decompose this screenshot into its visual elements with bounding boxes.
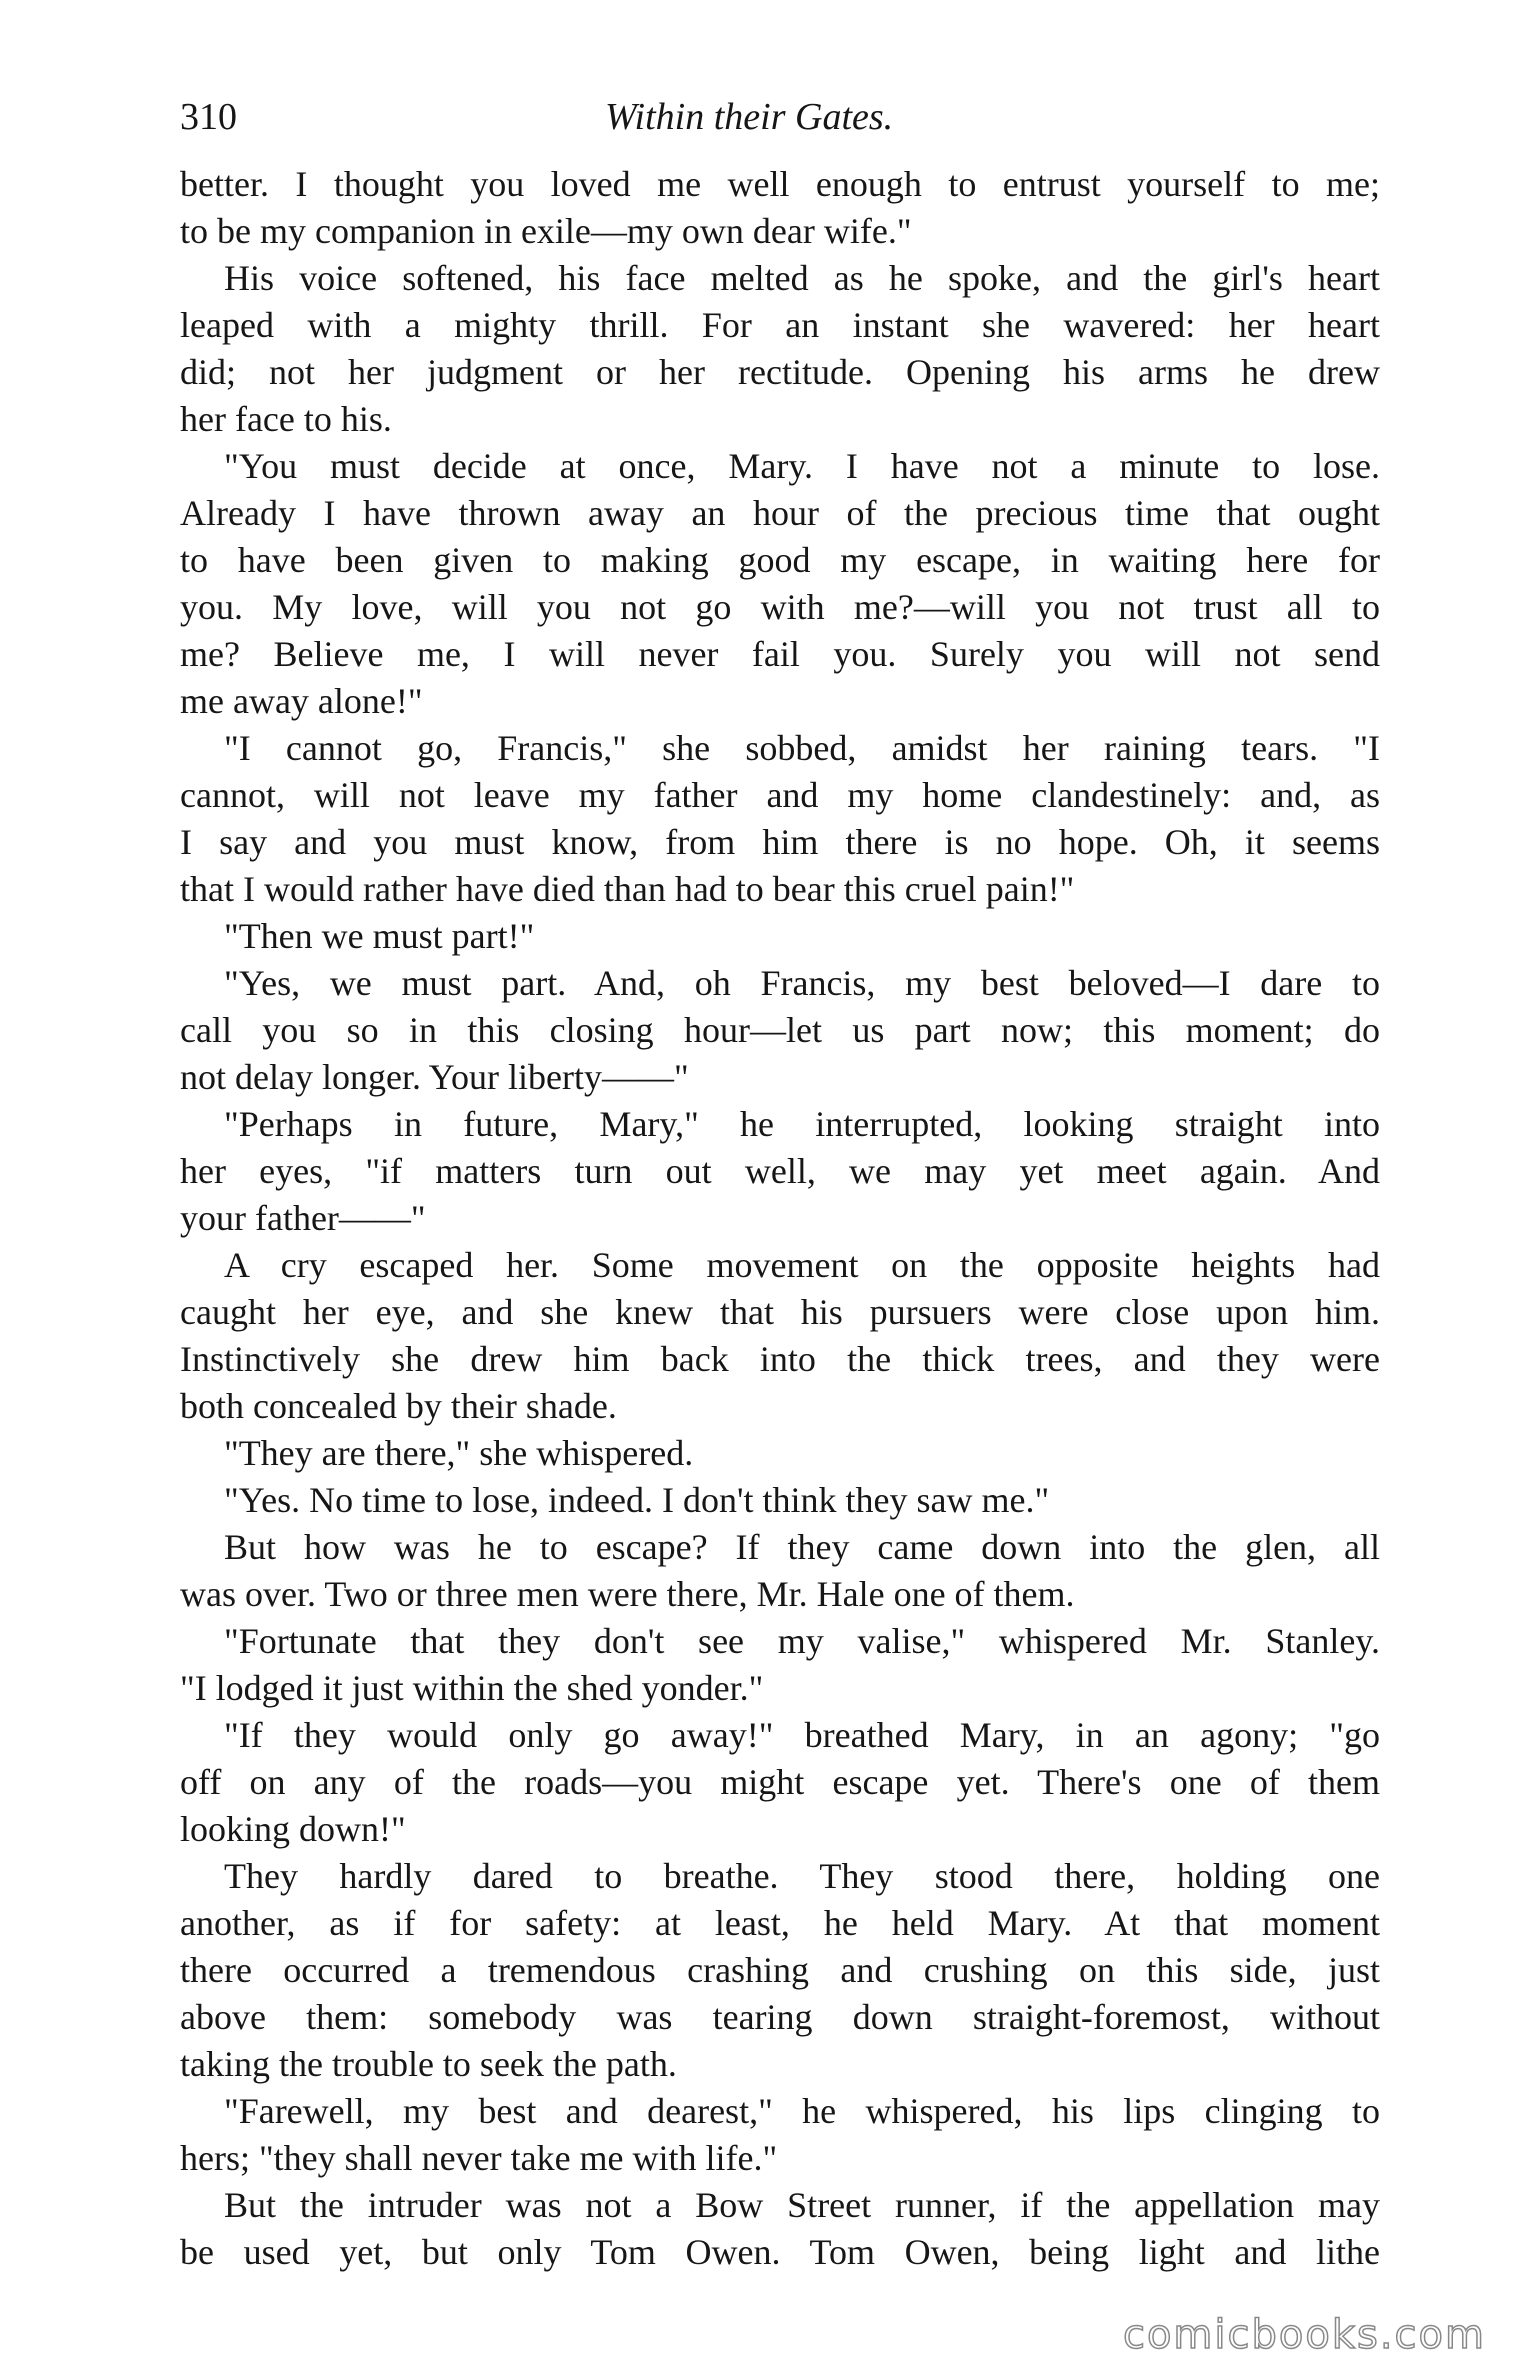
text-line: me away alone!" [180, 681, 423, 721]
text-line: you. My love, will you not go with me?—will you not trust all to [180, 587, 1380, 627]
text-line: "If they would only go away!" breathed Mary, in an agony; "go [224, 1715, 1380, 1755]
text-line: "They are there," she whispered. [224, 1433, 694, 1473]
text-line: her eyes, "if matters turn out well, we may yet meet again. And [180, 1151, 1380, 1191]
text-line: call you so in this closing hour—let us part now; this moment; do [180, 1010, 1380, 1050]
text-line: "Perhaps in future, Mary," he interrupted, looking straight into [224, 1104, 1380, 1144]
text-line: "Yes. No time to lose, indeed. I don't think they saw me." [224, 1480, 1050, 1520]
body-text [180, 161, 1380, 2276]
text-line: off on any of the roads—you might escape yet. There's one of them [180, 1762, 1380, 1802]
text-line: But the intruder was not a Bow Street runner, if the appellation may [224, 2185, 1380, 2225]
text-line: be used yet, but only Tom Owen. Tom Owen, being light and lithe [180, 2232, 1380, 2272]
text-line: her face to his. [180, 399, 392, 439]
text-line: another, as if for safety: at least, he held Mary. At that moment [180, 1903, 1380, 1943]
watermark: comicbooks.com [1122, 2312, 1486, 2358]
text-line: not delay longer. Your liberty——" [180, 1057, 689, 1097]
text-line: "You must decide at once, Mary. I have not a minute to lose. [224, 446, 1380, 486]
text-line: leaped with a mighty thrill. For an instant she wavered: her heart [180, 305, 1380, 345]
text-line: above them: somebody was tearing down straight-foremost, without [180, 1997, 1380, 2037]
running-title: Within their Gates. [605, 96, 894, 138]
text-line: both concealed by their shade. [180, 1386, 617, 1426]
text-line: to have been given to making good my escape, in waiting here for [180, 540, 1380, 580]
text-line: "I cannot go, Francis," she sobbed, amidst her raining tears. "I [224, 728, 1380, 768]
text-line: They hardly dared to breathe. They stood there, holding one [224, 1856, 1380, 1896]
text-line: taking the trouble to seek the path. [180, 2044, 677, 2084]
text-line: "Yes, we must part. And, oh Francis, my best beloved—I dare to [224, 963, 1380, 1003]
text-line: caught her eye, and she knew that his pursuers were close upon him. [180, 1292, 1380, 1332]
text-line: "I lodged it just within the shed yonder." [180, 1668, 764, 1708]
text-line: was over. Two or three men were there, Mr. Hale one of them. [180, 1574, 1075, 1614]
book-page [180, 95, 1380, 2315]
text-line: your father——" [180, 1198, 426, 1238]
text-line: "Farewell, my best and dearest," he whispered, his lips clinging to [224, 2091, 1380, 2131]
text-line: His voice softened, his face melted as he spoke, and the girl's heart [224, 258, 1380, 298]
text-line: A cry escaped her. Some movement on the opposite heights had [224, 1245, 1380, 1285]
text-line: there occurred a tremendous crashing and crushing on this side, just [180, 1950, 1380, 1990]
text-line: to be my companion in exile—my own dear wife." [180, 211, 912, 251]
text-line: better. I thought you loved me well enough to entrust yourself to me; [180, 164, 1380, 204]
text-line: did; not her judgment or her rectitude. Opening his arms he drew [180, 352, 1380, 392]
text-line: I say and you must know, from him there is no hope. Oh, it seems [180, 822, 1380, 862]
page-number: 310 [180, 96, 237, 138]
running-head [180, 95, 1380, 155]
text-line: Instinctively she drew him back into the thick trees, and they were [180, 1339, 1380, 1379]
text-line: me? Believe me, I will never fail you. Surely you will not send [180, 634, 1380, 674]
text-line: "Then we must part!" [224, 916, 535, 956]
text-line: that I would rather have died than had to bear this cruel pain!" [180, 869, 1075, 909]
text-line: But how was he to escape? If they came down into the glen, all [224, 1527, 1380, 1567]
text-line: "Fortunate that they don't see my valise," whispered Mr. Stanley. [224, 1621, 1380, 1661]
text-line: Already I have thrown away an hour of the precious time that ought [180, 493, 1380, 533]
text-line: hers; "they shall never take me with life." [180, 2138, 778, 2178]
text-line: looking down!" [180, 1809, 406, 1849]
text-line: cannot, will not leave my father and my home clandestinely: and, as [180, 775, 1380, 815]
